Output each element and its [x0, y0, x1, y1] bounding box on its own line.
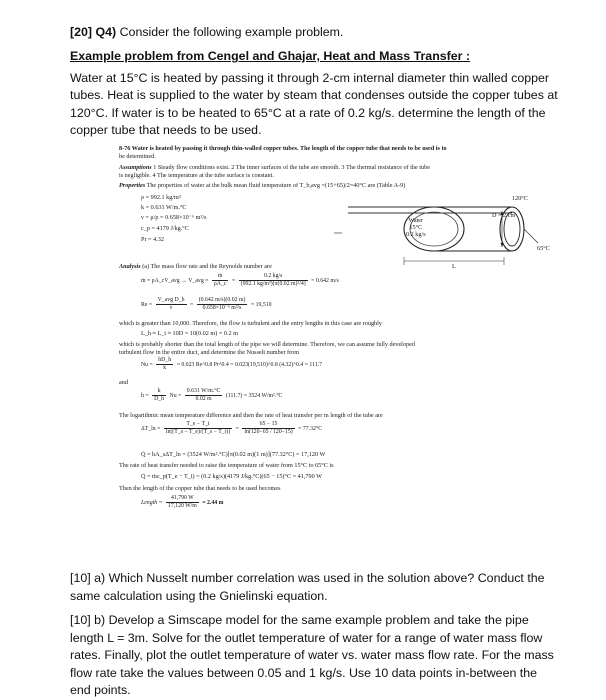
- outlet-temp-label: 65°C: [537, 245, 550, 252]
- rate-note: The rate of heat transfer needed to raise the temperature of water from 15°C to 65°C is: [119, 462, 334, 469]
- h-equation: h = $\frac{k}{D\_h}$ Nu = $\frac{0.631 W/m.^\circ C}{0.02 m}$ (111.7) = 3524 W/m².°C: [141, 388, 283, 403]
- prop-viscosity: ν = μ/ρ = 0.658×10⁻⁶ m²/s: [141, 214, 207, 221]
- problem-statement-cont: be determined.: [119, 153, 156, 160]
- length-label: L: [452, 263, 456, 270]
- example-heading: Example problem from Cengel and Ghajar, Heat and Mass Transfer :: [70, 49, 471, 63]
- properties: Properties The properties of water at the bulk mean fluid temperature of T_b,avg =(15+65)/2=40°C are (Table A-9): [119, 182, 406, 189]
- question-prompt: Consider the following example problem.: [119, 25, 344, 39]
- question-a: [10] a) Which Nusselt number correlation was used in the solution above? Conduct the same calculation using the Gnielinski equation.: [70, 571, 545, 603]
- developed-note: which is probably shorter than the total length of the pipe we will determine. Therefore, we can assume fully developed: [119, 341, 415, 348]
- outlet-arrow: [524, 229, 538, 243]
- q-per-length: Q̇ = hA_sΔT_ln = (3524 W/m².°C)[π(0.02 m)(1 m)](77.32°C) = 17,120 W: [141, 451, 326, 458]
- q-total: Q̇ = ṁc_p(T_e − T_i) = (0.2 kg/s)(4179 J/kg.°C)(65 − 15)°C = 41,790 W: [141, 473, 322, 480]
- entry-length: L_h ≈ L_t ≈ 10D = 10(0.02 m) = 0.2 m: [141, 330, 238, 337]
- reynolds-equation: Re = V_avg D_h ν = $\frac{(0.642 m/s)(0.02 m)}{\text{0.658×10⁻⁶ m²/s}}$ = 19,510: [141, 297, 272, 312]
- problem-statement: 8-76 Water is heated by passing it through thin-walled copper tubes. The length of the copper tube that needs to be used is to: [119, 145, 447, 152]
- assumptions: Assumptions 1 Steady flow conditions exist. 2 The inner surfaces of the tube are smooth. 3 The thermal resistance of the tube: [119, 164, 430, 171]
- prop-density: ρ = 992.1 kg/m³: [141, 194, 181, 201]
- prop-prandtl: Pr = 4.32: [141, 236, 164, 243]
- solution-scan: [119, 145, 555, 565]
- prop-specific-heat: c_p = 4179 J/kg.°C: [141, 225, 189, 232]
- tube-diagram: [334, 193, 544, 278]
- diameter-label: D = 2 cm: [492, 212, 516, 219]
- question-points: [20]: [70, 25, 93, 39]
- intro-paragraph: Water at 15°C is heated by passing it through 2-cm internal diameter thin walled copper tubes. Heat is supplied to the water by steam that condenses outside the copper tubes at 120°C. If water is to be heated to 65°C at a rate of 0.2 kg/s. determine the length of the copper tube that needs to be used.: [70, 71, 558, 138]
- analysis-intro: Analysis (a) The mass flow rate and the Reynolds number are: [119, 263, 272, 270]
- question-number: Q4): [95, 25, 117, 39]
- length-equation: Length = $\frac{41,790 W}{17,120 W/m}$ = 2.44 m: [141, 495, 224, 510]
- turbulent-note: which is greater than 10,000. Therefore, the flow is turbulent and the entry lengths in this case are roughly: [119, 320, 382, 327]
- wall-temp-label: 120°C: [512, 195, 528, 202]
- lmtd-note: The logarithmic mean temperature difference and then the rate of heat transfer per m length of the tube are: [119, 412, 383, 419]
- length-note: Then the length of the copper tube that needs to be used becomes: [119, 485, 281, 492]
- and-text: and: [119, 379, 128, 386]
- lmtd-equation: ΔT_ln = $\frac{T\_e - T\_i}{\ln[(T\_s - T\_e)/(T\_s - T\_i)]}$ = $\frac{65 - 15}{\ln(120-65 / 120-15)}$ = 77.32°C: [141, 421, 323, 436]
- nusselt-equation: Nu = $\frac{hD\_h}{k}$ = 0.023 Re^0.8 Pr^0.4 = 0.023(19,510)^0.8 (4.32)^0.4 = 111.7: [141, 357, 322, 372]
- question-b: [10] b) Develop a Simscape model for the same example problem and take the pipe length L = 3m. Solve for the outlet temperature of water for a range of water mass flow rates. Finally, plot the outlet temperature of water vs. water mass flow rate. For the mass flow rate take the values between 0.05 and 1 kg/s. Use 10 data points in-between the end points.: [70, 613, 554, 698]
- velocity-equation: ṁ = ρA_cV_avg → V_avg = $\frac{\text{ṁ}}{\rho A\_c}$ = $\frac{0.2 kg/s}{\text{(992.1 kg/m³)[π(0.02 m)²/4]}}$ = 0.642 m/s: [141, 273, 339, 288]
- assumptions-cont: is negligible. 4 The temperature at the tube surface is constant.: [119, 172, 274, 179]
- question-header: [70, 24, 562, 41]
- inlet-label: Water 15°C 0.2 kg/s: [406, 217, 426, 238]
- prop-conductivity: k = 0.631 W/m.°C: [141, 204, 187, 211]
- developed-note-cont: turbulent flow in the entire duct, and determine the Nusselt number from: [119, 349, 300, 356]
